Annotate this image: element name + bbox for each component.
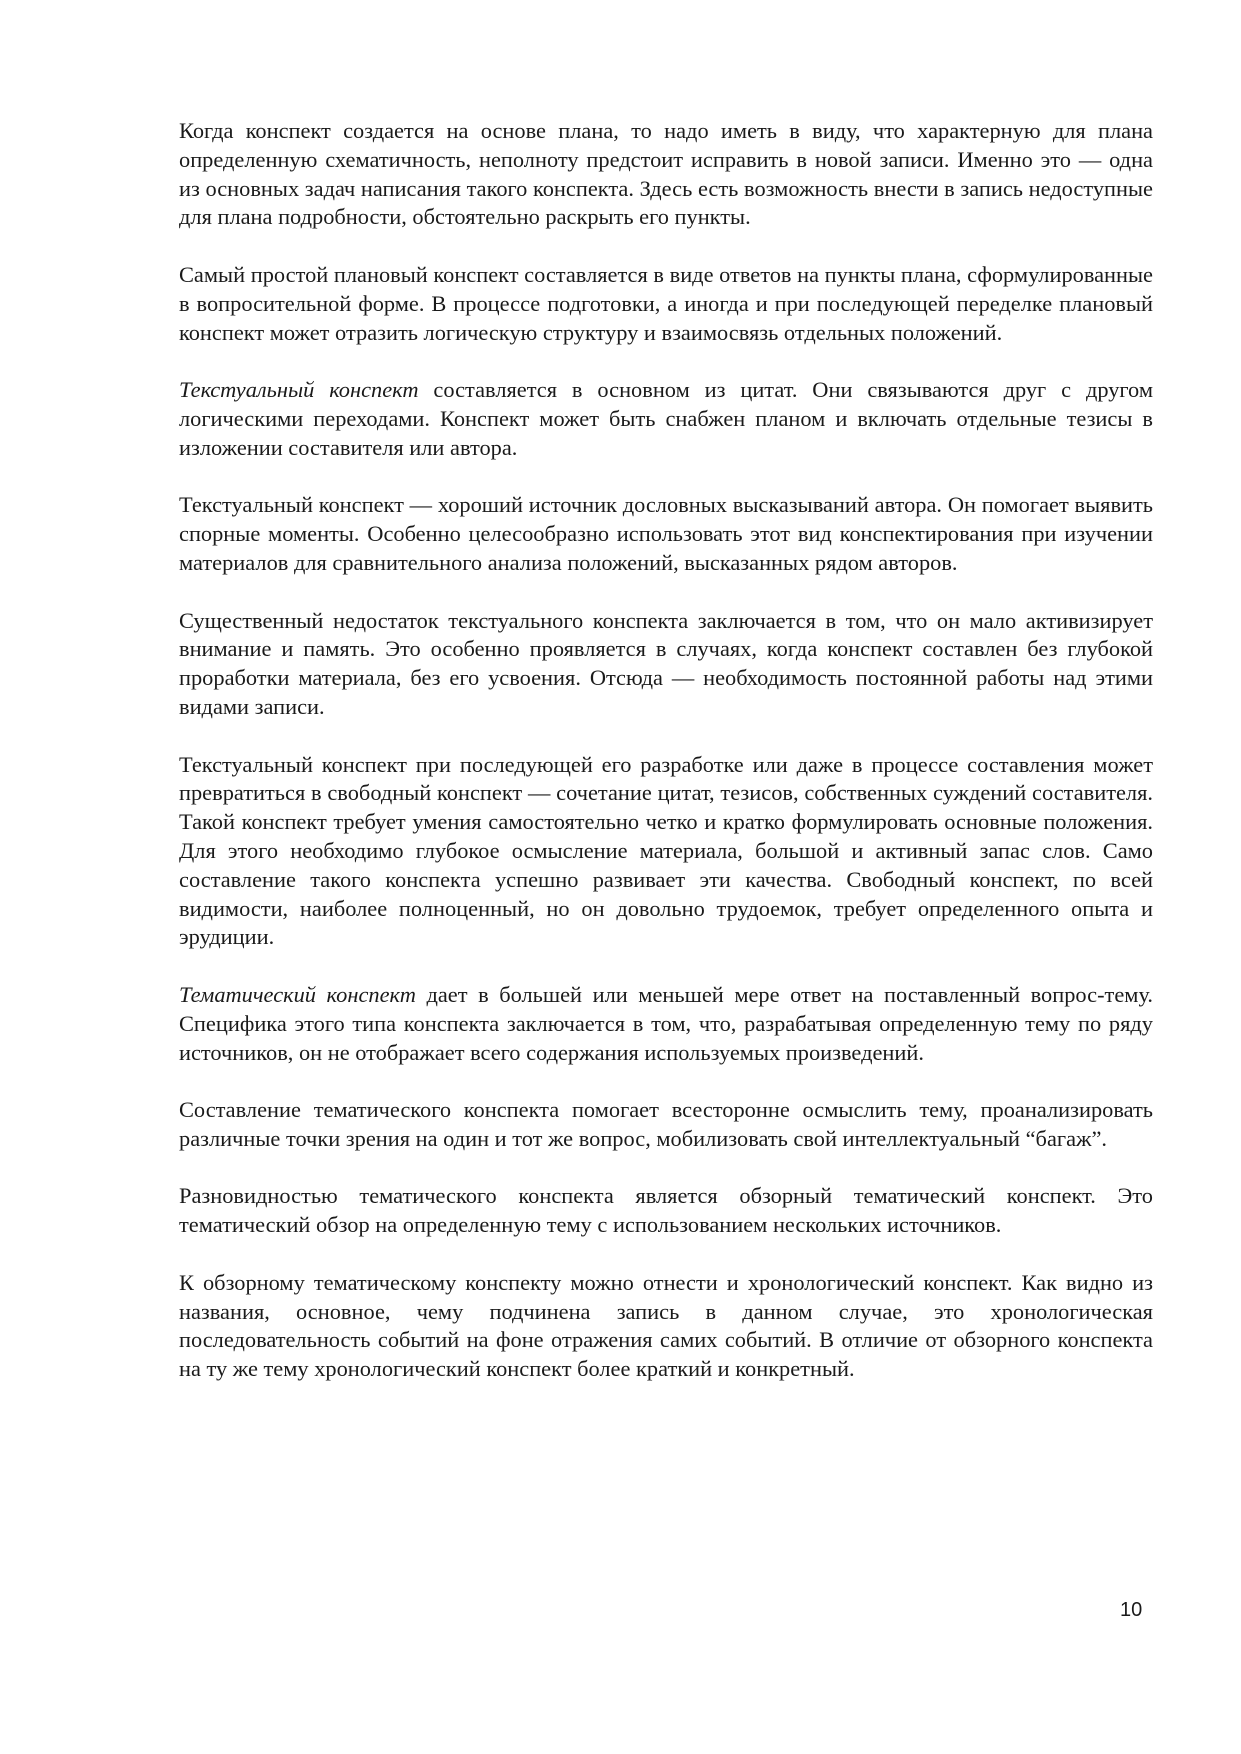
page-number: 10 bbox=[1120, 1599, 1143, 1621]
paragraph-textual-summary-benefits: Текстуальный конспект — хороший источник дословных высказываний автора. Он помогает выявить спорные моменты. Особенно целесообразно использовать этот вид конспектирования при изучении материалов для сравнительного анализа положений, высказанных рядом авторов. bbox=[179, 492, 1153, 575]
paragraph-simple-plan-summary: Самый простой плановый конспект составляется в виде ответов на пункты плана, сформулированные в вопросительной форме. В процессе подготовки, а иногда и при последующей переделке плановый конспект может отразить логическую структуру и взаимосвязь отдельных положений. bbox=[179, 261, 1153, 345]
paragraph-textual-summary bbox=[179, 376, 1153, 462]
term-thematic-summary: Тематический конспект bbox=[179, 981, 416, 1007]
paragraph-chronological-summary: К обзорному тематическому конспекту можно отнести и хронологический конспект. Как видно из названия, основное, чему подчинена запись в данном случае, это хронологическая последовательность событий на фоне отражения самих событий. В отличие от обзорного конспекта на ту же тему хронологический конспект более краткий и конкретный. bbox=[179, 1269, 1153, 1382]
paragraph-thematic-summary-text: дает в большей или меньшей мере ответ на поставленный вопрос-тему. Специфика этого типа конспекта заключается в том, что, разрабатывая определенную тему по ряду источников, он не отображает всего содержания используемых произведений. bbox=[179, 981, 1153, 1065]
paragraph-overview-thematic-summary: Разновидностью тематического конспекта является обзорный тематический конспект. Это тематический обзор на определенную тему с использованием нескольких источников. bbox=[179, 1183, 1153, 1238]
paragraph-textual-summary-drawback: Существенный недостаток текстуального конспекта заключается в том, что он мало активизирует внимание и память. Это особенно проявляется в случаях, когда конспект составлен без глубокой проработки материала, без его усвоения. Отсюда — необходимость постоянной работы над этими видами записи. bbox=[179, 607, 1153, 719]
term-textual-summary: Текстуальный конспект bbox=[179, 377, 419, 403]
paragraph-thematic-summary-composition: Составление тематического конспекта помогает всесторонне осмыслить тему, проанализировать различные точки зрения на один и тот же вопрос, мобилизовать свой интеллектуальный “багаж”. bbox=[179, 1097, 1153, 1151]
paragraph-plan-based-summary: Когда конспект создается на основе плана, то надо иметь в виду, что характерную для плана определенную схематичность, неполноту предстоит исправить в новой записи. Именно это — одна из основных задач написания такого конспекта. Здесь есть возможность внести в запись недоступные для плана подробности, обстоятельно раскрыть его пункты. bbox=[179, 118, 1153, 230]
document-body bbox=[179, 117, 1153, 1413]
paragraph-textual-summary-text: составляется в основном из цитат. Они связываются друг с другом логическими переходами. Конспект может быть снабжен планом и включать отдельные тезисы в изложении составителя или автора. bbox=[179, 377, 1153, 460]
paragraph-thematic-summary bbox=[179, 981, 1153, 1067]
paragraph-free-summary: Текстуальный конспект при последующей его разработке или даже в процессе составления может превратиться в свободный конспект — сочетание цитат, тезисов, собственных суждений составителя. Такой конспект требует умения самостоятельно четко и кратко формулировать основные положения. Для этого необходимо глубокое осмысление материала, большой и активный запас слов. Само составление такого конспекта успешно развивает эти качества. Свободный конспект, по всей видимости, наиболее полноценный, но он довольно трудоемок, требует определенного опыта и эрудиции. bbox=[179, 751, 1153, 950]
